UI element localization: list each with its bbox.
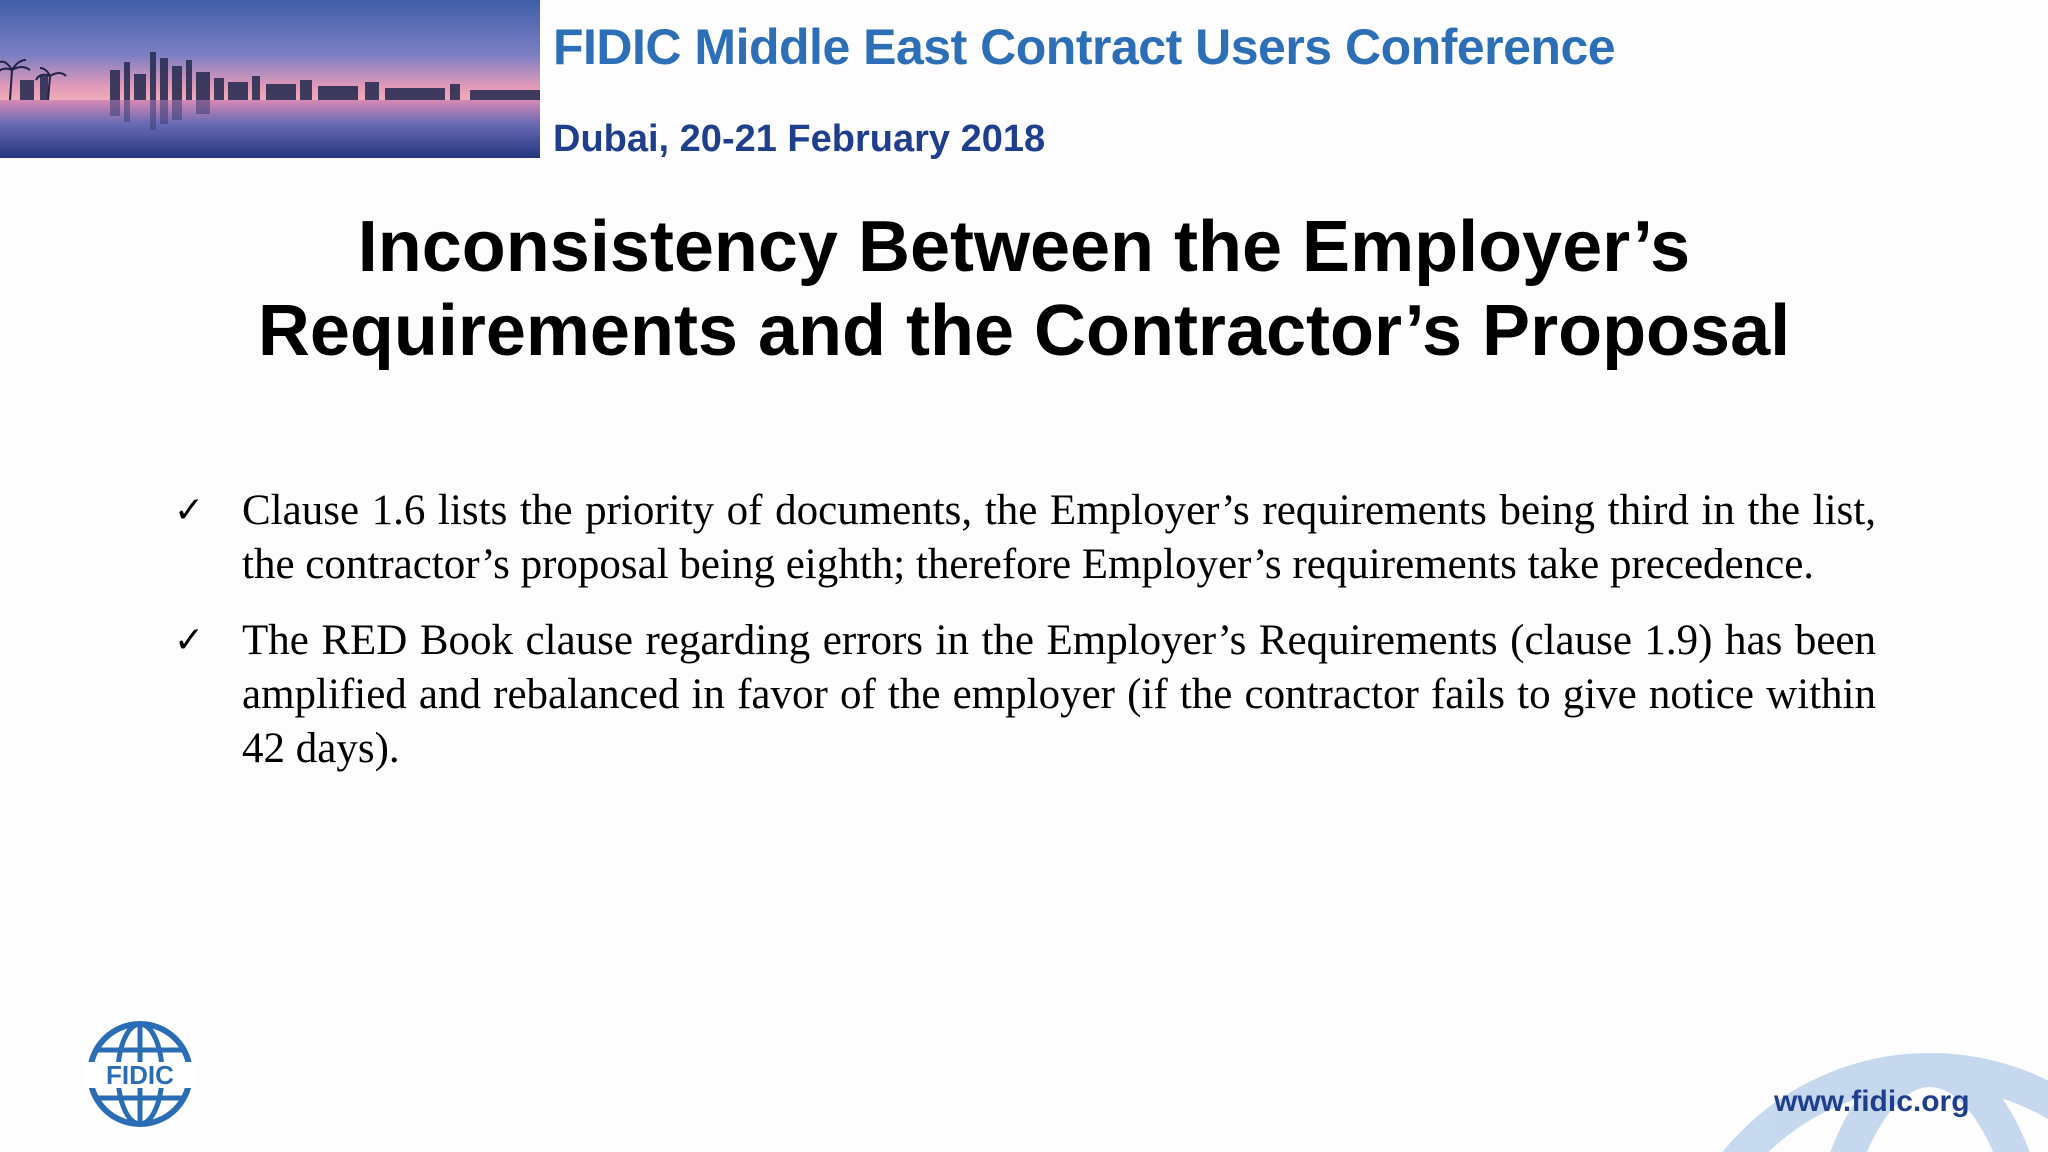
fidic-logo <box>84 1018 196 1130</box>
bullet-list <box>170 484 1876 798</box>
bullet-text: The RED Book clause regarding errors in the Employer’s Requirements (clause 1.9) has been amplified and rebalanced in favor of the employer (if the contractor fails to give notice within 42 days). <box>242 617 1876 772</box>
slide-title-line-2: Requirements and the Contractor’s Proposal <box>257 291 1791 371</box>
slide-title-line-1: Inconsistency Between the Employer’s <box>357 207 1691 287</box>
conference-subtitle: Dubai, 20-21 February 2018 <box>553 118 1046 160</box>
dubai-skyline-banner <box>0 0 540 158</box>
checkmark-icon: ✓ <box>174 490 205 531</box>
bullet-text: Clause 1.6 lists the priority of documents, the Employer’s requirements being third in the list, the contractor’s proposal being eighth; therefore Employer’s requirements take precedence. <box>242 487 1876 588</box>
conference-title: FIDIC Middle East Contract Users Conference <box>553 19 1616 75</box>
website-link[interactable]: www.fidic.org <box>1774 1085 1970 1118</box>
checkmark-icon: ✓ <box>174 620 205 661</box>
bullet-item <box>170 484 1876 592</box>
bullet-item <box>170 614 1876 776</box>
slide-title <box>0 205 2048 373</box>
svg-text:FIDIC: FIDIC <box>106 1060 174 1090</box>
